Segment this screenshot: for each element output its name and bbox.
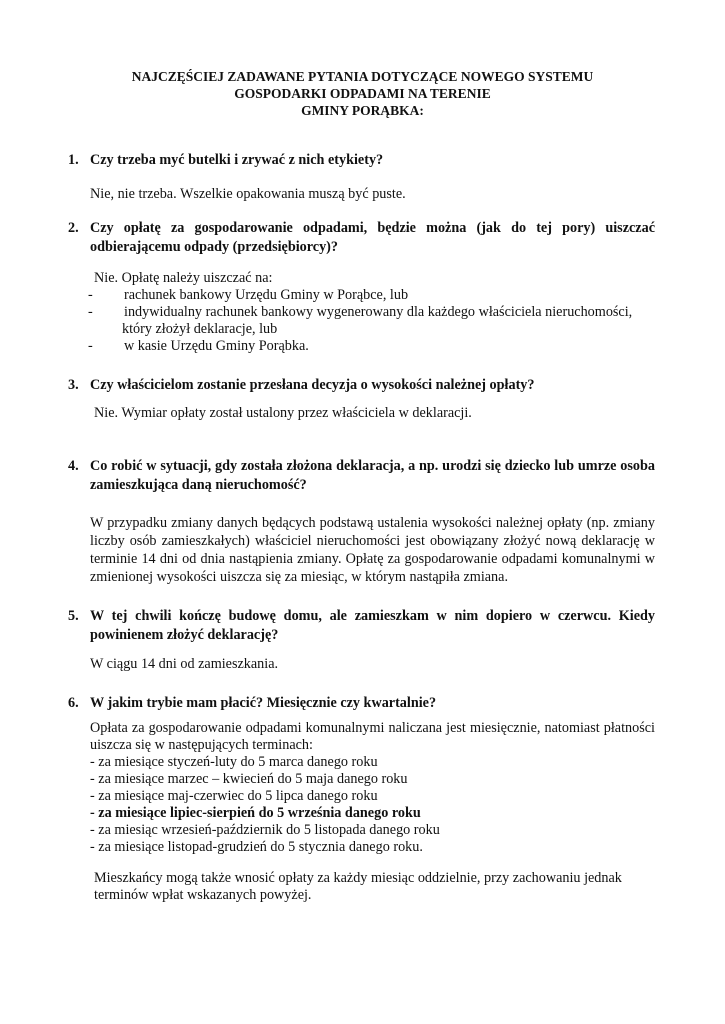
payment-schedule xyxy=(90,754,655,856)
list-dash: - xyxy=(88,338,93,354)
question-number: 1. xyxy=(68,152,79,168)
faq-answer-4: W przypadku zmiany danych będących podstawą ustalenia wysokości należnej opłaty (np. zmiany liczby osób zamieszkałych) właściciel nieruchomości jest obowiązany złożyć nową deklarację w terminie 14 dni od dnia nastąpienia zmiany. Opłatę za gospodarowanie odpadami komunalnymi w zmienionej wysokości uiszcza się za miesiąc, w którym nastąpiła zmiana. xyxy=(90,515,655,585)
title-line-2: GOSPODARKI ODPADAMI NA TERENIE xyxy=(234,86,491,101)
schedule-item: - za miesiące marzec – kwiecień do 5 maja danego roku xyxy=(90,771,408,787)
faq-answer-1: Nie, nie trzeba. Wszelkie opakowania muszą być puste. xyxy=(90,186,406,202)
note-line: Mieszkańcy mogą także wnosić opłaty za każdy miesiąc oddzielnie, przy zachowaniu jednak xyxy=(94,870,622,886)
schedule-item: - za miesiące maj-czerwiec do 5 lipca danego roku xyxy=(90,788,378,804)
faq-answer-5: W ciągu 14 dni od zamieszkania. xyxy=(90,656,279,672)
question-text: W tej chwili kończę budowę domu, ale zamieszkam w nim dopiero w czerwcu. Kiedy powinienem złożyć deklarację? xyxy=(90,608,655,643)
schedule-item-highlighted: - za miesiące lipiec-sierpień do 5 września danego roku xyxy=(90,805,421,821)
question-number: 4. xyxy=(68,458,79,474)
list-dash: - xyxy=(88,287,93,303)
option-continuation: który złożył deklaracje, lub xyxy=(122,321,278,337)
payment-note xyxy=(94,870,659,904)
title-line-3: GMINY PORĄBKA: xyxy=(301,103,424,118)
faq-question-4 xyxy=(68,457,655,495)
faq-question-1 xyxy=(68,151,655,170)
faq-question-3 xyxy=(68,376,655,395)
question-text: Czy trzeba myć butelki i zrywać z nich etykiety? xyxy=(90,152,384,168)
faq-question-5 xyxy=(68,607,655,645)
faq-question-2 xyxy=(68,219,655,257)
schedule-item: - za miesiąc wrzesień-październik do 5 listopada danego roku xyxy=(90,822,440,838)
question-text: Czy opłatę za gospodarowanie odpadami, będzie można (jak do tej pory) uiszczać odbierającemu odpady (przedsiębiorcy)? xyxy=(90,220,655,255)
option-text: rachunek bankowy Urzędu Gminy w Porąbce, lub xyxy=(124,287,409,303)
option-text: w kasie Urzędu Gminy Porąbka. xyxy=(124,338,309,354)
question-text: Czy właścicielom zostanie przesłana decyzja o wysokości należnej opłaty? xyxy=(90,377,535,393)
note-line: terminów wpłat wskazanych powyżej. xyxy=(94,887,312,903)
faq-answer-3: Nie. Wymiar opłaty został ustalony przez właściciela w deklaracji. xyxy=(94,405,472,421)
faq-question-6 xyxy=(68,694,655,713)
payment-option-2 xyxy=(88,304,688,338)
option-text: indywidualny rachunek bankowy wygenerowany dla każdego właściciela nieruchomości, xyxy=(124,304,633,320)
document-title xyxy=(0,68,725,119)
question-number: 2. xyxy=(68,220,79,236)
question-number: 6. xyxy=(68,695,79,711)
question-number: 5. xyxy=(68,608,79,624)
faq-answer-2-intro: Nie. Opłatę należy uiszczać na: xyxy=(94,270,273,286)
list-dash: - xyxy=(88,304,93,320)
schedule-item: - za miesiące listopad-grudzień do 5 stycznia danego roku. xyxy=(90,839,423,855)
faq-answer-6-intro: Opłata za gospodarowanie odpadami komunalnymi naliczana jest miesięcznie, natomiast płatności uiszcza się w następujących terminach: xyxy=(90,720,655,753)
schedule-item: - za miesiące styczeń-luty do 5 marca danego roku xyxy=(90,754,378,770)
payment-option-3 xyxy=(88,338,688,355)
payment-option-1 xyxy=(88,287,688,304)
question-text: Co robić w sytuacji, gdy została złożona deklaracja, a np. urodzi się dziecko lub umrze osoba zamieszkująca daną nieruchomość? xyxy=(90,458,655,493)
title-line-1: NAJCZĘŚCIEJ ZADAWANE PYTANIA DOTYCZĄCE NOWEGO SYSTEMU xyxy=(131,69,594,84)
question-text: W jakim trybie mam płacić? Miesięcznie czy kwartalnie? xyxy=(90,695,437,711)
question-number: 3. xyxy=(68,377,79,393)
